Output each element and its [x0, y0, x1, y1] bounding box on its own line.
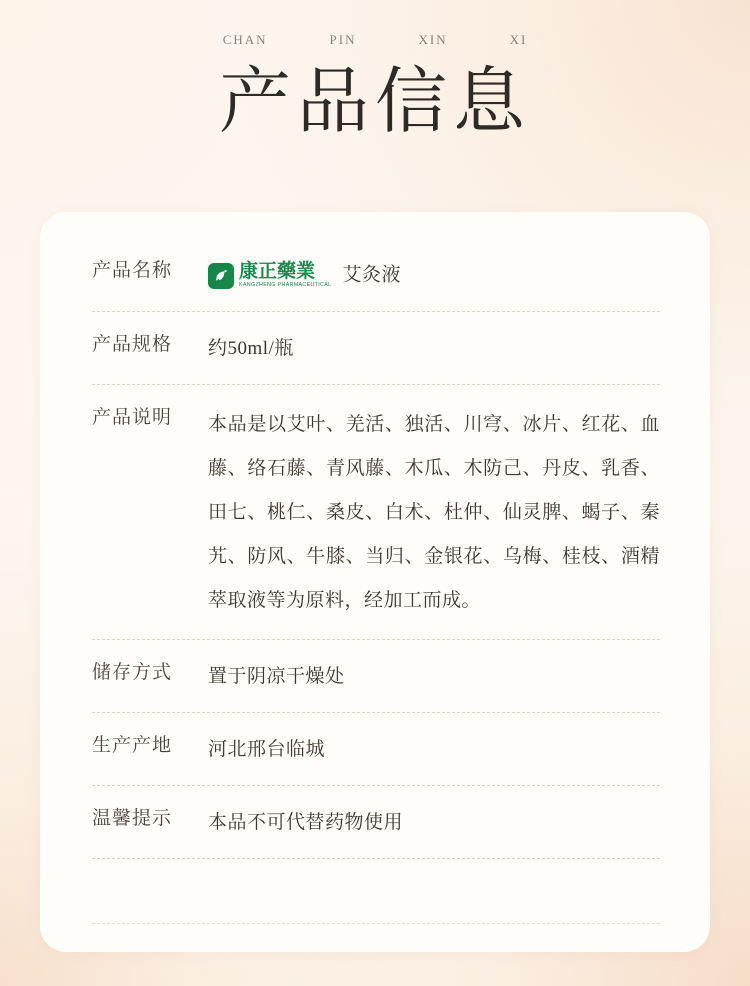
brand-name-cn: 康正藥業	[239, 260, 316, 283]
row-value-notice: 本品不可代替药物使用	[208, 811, 404, 833]
pinyin-syllable-3: XIN	[418, 32, 448, 47]
table-row	[92, 385, 660, 640]
brand-name-en: KANGZHENG PHARMACEUTICAL	[239, 282, 332, 289]
page-header	[0, 0, 750, 143]
pinyin-syllable-2: PIN	[329, 32, 357, 47]
row-label-description: 产品说明	[92, 406, 173, 428]
row-value-product-name	[200, 256, 660, 295]
pinyin-syllable-4: XI	[509, 32, 528, 47]
table-row	[92, 786, 660, 859]
row-value-origin: 河北邢台临城	[208, 738, 326, 760]
product-name-value: 艾灸液	[342, 264, 402, 286]
product-info-table	[92, 238, 660, 859]
row-value-storage: 置于阴凉干燥处	[208, 665, 345, 687]
page-title: 产品信息	[218, 59, 531, 143]
table-row	[92, 640, 660, 713]
row-value-specification: 约50ml/瓶	[208, 337, 294, 359]
pinyin-row	[0, 32, 750, 48]
table-row	[92, 713, 660, 786]
row-label-notice: 温馨提示	[92, 807, 173, 829]
row-value-description: 本品是以艾叶、羌活、独活、川穹、冰片、红花、血藤、络石藤、青风藤、木瓜、木防己、丹皮、乳香、田七、桃仁、桑皮、白术、杜仲、仙灵脾、蝎子、秦艽、防风、牛膝、当归、金银花、乌梅、桂枝、酒精萃取液等为原料，经加工而成。	[208, 413, 660, 611]
pinyin-syllable-1: CHAN	[222, 32, 268, 47]
row-label-origin: 生产产地	[92, 734, 173, 756]
brand-lockup	[208, 262, 333, 289]
product-info-card	[40, 212, 710, 952]
row-label-storage: 储存方式	[92, 661, 173, 683]
card-bottom-divider	[92, 923, 660, 924]
leaf-logo-icon	[208, 263, 234, 289]
brand-text	[239, 262, 333, 289]
table-row	[92, 312, 660, 385]
row-label-specification: 产品规格	[92, 333, 173, 355]
table-row	[92, 238, 660, 312]
row-label-product-name: 产品名称	[92, 260, 173, 281]
